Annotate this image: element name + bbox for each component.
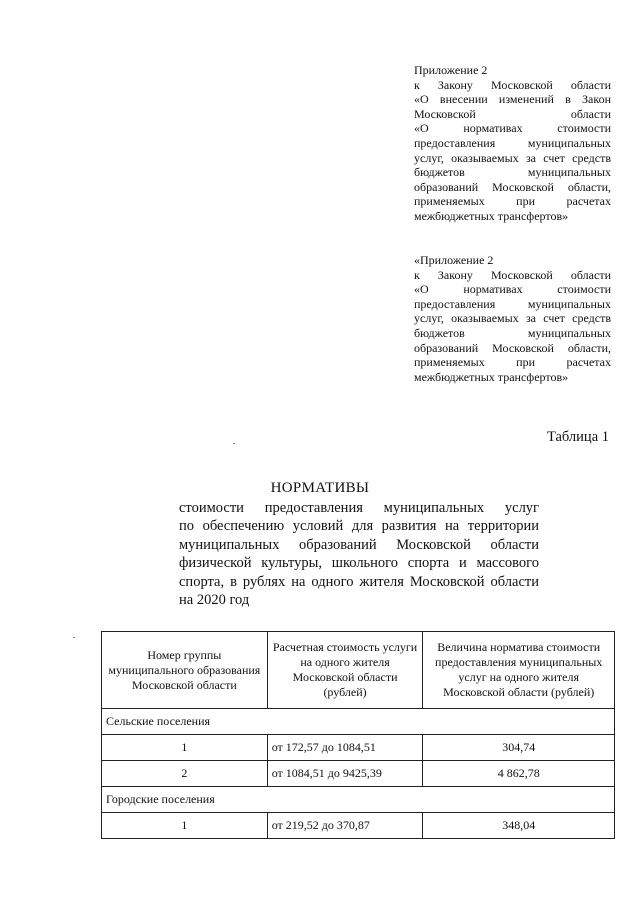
document-subtitle [179, 499, 539, 609]
table-header-row [102, 632, 615, 709]
appendix-line: образований Московской области, [414, 179, 611, 194]
subtitle-line: спорта, в рублях на одного жителя Московской области [179, 573, 539, 590]
scan-speck [233, 443, 235, 444]
cell-norm-value: 4 862,78 [423, 761, 615, 787]
appendix-line: «О внесении изменений в Закон [414, 92, 611, 107]
cell-cost-range: от 1084,51 до 9425,39 [267, 761, 423, 787]
appendix-old-header [414, 253, 611, 384]
appendix-new-header [414, 63, 611, 224]
norms-table [101, 631, 615, 839]
cell-cost-range: от 219,52 до 370,87 [267, 813, 423, 839]
group-name: Сельские поселения [102, 709, 615, 735]
subtitle-line: муниципальных образований Московской области [179, 536, 539, 553]
appendix-line: межбюджетных трансфертов» [414, 208, 569, 223]
cell-cost-range: от 172,57 до 1084,51 [267, 735, 423, 761]
appendix-line: бюджетов муниципальных [414, 165, 611, 180]
header-norm-value: Величина норматива стоимости предоставления муниципальных услуг на одного жителя Московской области (рублей) [423, 632, 615, 709]
scan-speck [73, 637, 75, 638]
subtitle-line: по обеспечению условий для развития на территории [179, 518, 539, 535]
appendix-line: применяемых при расчетах [414, 194, 611, 209]
table-label: Таблица 1 [546, 429, 609, 445]
cell-group-number: 1 [102, 813, 268, 839]
appendix-line: образований Московской области, [414, 340, 611, 355]
appendix-line: услуг, оказываемых за счет средств [414, 150, 611, 165]
appendix-line: услуг, оказываемых за счет средств [414, 311, 611, 326]
appendix-line: предоставления муниципальных [414, 135, 611, 150]
subtitle-line: физической культуры, школьного спорта и массового [179, 555, 539, 572]
cell-group-number: 2 [102, 761, 268, 787]
header-group-number: Номер группы муниципального образования Московской области [102, 632, 268, 709]
appendix-line: Приложение 2 [414, 63, 488, 77]
table-row [102, 761, 615, 787]
group-name: Городские поселения [102, 787, 615, 813]
cell-norm-value: 348,04 [423, 813, 615, 839]
appendix-line: применяемых при расчетах [414, 355, 611, 370]
appendix-line: Московской области [414, 106, 611, 121]
cell-group-number: 1 [102, 735, 268, 761]
document-title: НОРМАТИВЫ [270, 480, 370, 496]
table-row [102, 735, 615, 761]
table-group-row [102, 787, 615, 813]
appendix-line: к Закону Московской области [414, 267, 611, 282]
cell-norm-value: 304,74 [423, 735, 615, 761]
appendix-line: межбюджетных трансфертов» [414, 369, 569, 384]
appendix-line: предоставления муниципальных [414, 296, 611, 311]
table-group-row [102, 709, 615, 735]
header-calculated-cost: Расчетная стоимость услуги на одного жителя Московской области (рублей) [267, 632, 423, 709]
appendix-line: «Приложение 2 [414, 253, 494, 267]
table-row [102, 813, 615, 839]
appendix-line: «О нормативах стоимости [414, 121, 611, 136]
subtitle-line: стоимости предоставления муниципальных услуг [179, 500, 539, 516]
appendix-line: к Закону Московской области [414, 77, 611, 92]
appendix-line: «О нормативах стоимости [414, 282, 611, 297]
subtitle-line: на 2020 год [179, 592, 250, 609]
appendix-line: бюджетов муниципальных [414, 325, 611, 340]
